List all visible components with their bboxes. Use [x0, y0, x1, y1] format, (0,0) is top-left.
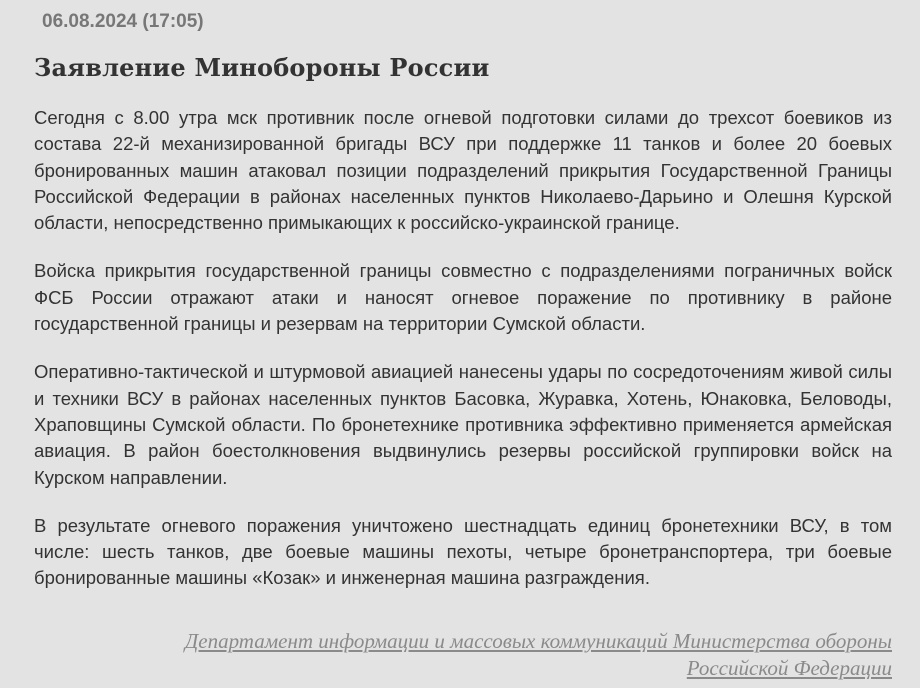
source-attribution — [92, 628, 892, 682]
source-link[interactable]: Департамент информации и массовых коммуникаций Министерства обороны Российской Федерации — [184, 629, 892, 680]
publication-date: 06.08.2024 (17:05) — [42, 11, 204, 32]
article-body — [34, 105, 892, 614]
paragraph: Войска прикрытия государственной границы совместно с подразделениями пограничных войск ФСБ России отражают атаки и наносят огневое поражение по противнику в районе государственной границы и резервам на территории Сумской области. — [34, 260, 892, 335]
article-title: Заявление Минобороны России — [34, 53, 490, 82]
paragraph: В результате огневого поражения уничтожено шестнадцать единиц бронетехники ВСУ, в том числе: шесть танков, две боевые машины пехоты, четыре бронетранспортера, три боевые бронированные машины «Козак» и инженерная машина разграждения. — [34, 514, 892, 589]
paragraph: Оперативно-тактической и штурмовой авиацией нанесены удары по сосредоточениям живой силы и техники ВСУ в районах населенных пунктов Басовка, Журавка, Хотень, Юнаковка, Беловоды, Храповщины Сумской области. По бронетехнике противника эффективно применяется армейская авиация. В район боестолкновения выдвинулись резервы российской группировки войск на Курском направлении. — [34, 361, 892, 488]
paragraph: Сегодня с 8.00 утра мск противник после огневой подготовки силами до трехсот боевиков из состава 22-й механизированной бригады ВСУ при поддержке 11 танков и более 20 боевых бронированных машин атаковал позиции подразделений прикрытия Государственной Границы Российской Федерации в районах населенных пунктов Николаево-Дарьино и Олешня Курской области, непосредственно примыкающих к российско-украинской границе. — [34, 107, 892, 234]
